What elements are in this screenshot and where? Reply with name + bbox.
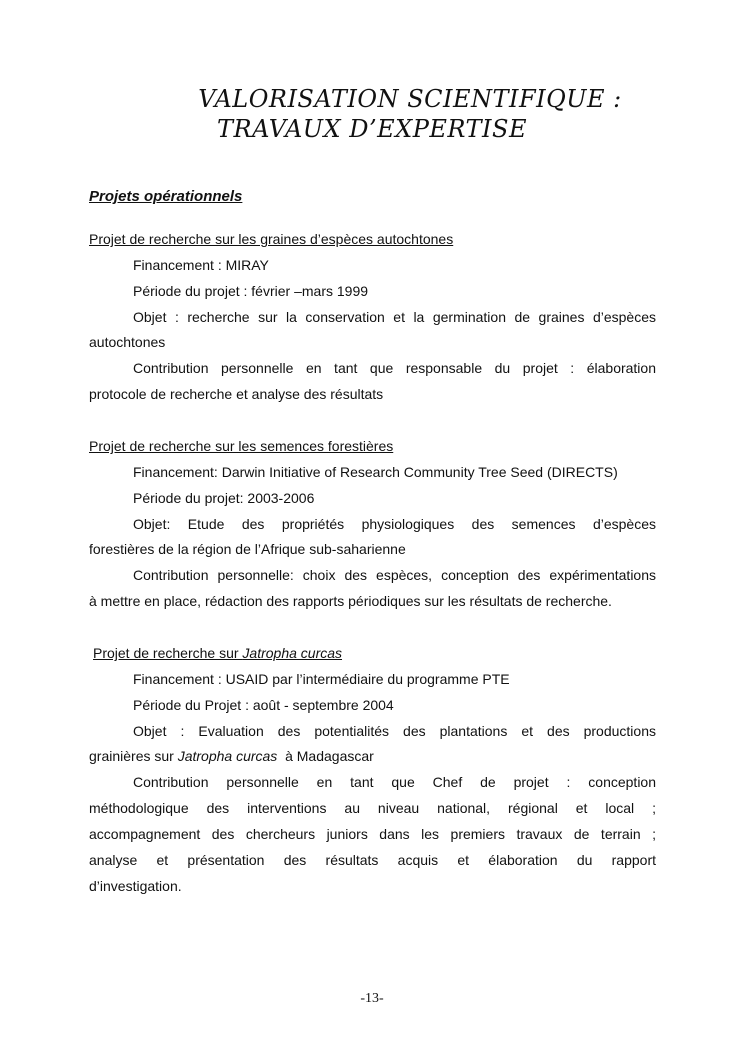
project-3-objet-prefix: grainières sur [89, 748, 178, 764]
project-3-contribution-line-2: méthodologique des interventions au niveau national, régional et local ; [89, 800, 656, 816]
project-2-contribution-line-2: à mettre en place, rédaction des rapports périodiques sur les résultats de recherche. [89, 593, 612, 609]
section-heading: Projets opérationnels [89, 188, 243, 205]
project-2-periode: Période du projet: 2003-2006 [133, 490, 315, 506]
project-2-objet-line-1: Objet: Etude des propriétés physiologiques des semences d’espèces [133, 516, 656, 532]
project-2-financement: Financement: Darwin Initiative of Research Community Tree Seed (DIRECTS) [133, 464, 618, 480]
project-3-heading [93, 644, 660, 662]
page-number: -13- [360, 991, 384, 1006]
project-2-contribution-line-1: Contribution personnelle: choix des espèces, conception des expérimentations [133, 567, 656, 583]
project-1-objet-line-1: Objet : recherche sur la conservation et la germination de graines d’espèces [133, 309, 656, 325]
project-3-objet-line-1: Objet : Evaluation des potentialités des plantations et des productions [133, 723, 656, 739]
project-3-objet-species: Jatropha curcas [177, 748, 278, 764]
project-1-financement: Financement : MIRAY [133, 257, 269, 273]
project-1-objet-line-2: autochtones [89, 334, 166, 350]
project-3-heading-species: Jatropha curcas [242, 645, 343, 661]
project-3-contribution-line-3: accompagnement des chercheurs juniors dans les premiers travaux de terrain ; [89, 826, 656, 842]
project-3-objet-suffix: à Madagascar [277, 748, 374, 764]
project-1-contribution-line-2: protocole de recherche et analyse des résultats [89, 386, 384, 402]
page-title-line-2: TRAVAUX D’EXPERTISE [217, 115, 527, 143]
project-1-periode: Période du projet : février –mars 1999 [133, 283, 369, 299]
project-3-contribution-line-5: d’investigation. [89, 878, 182, 894]
project-3-objet-line-2 [89, 747, 656, 765]
project-2-objet-line-2: forestières de la région de l’Afrique sub-saharienne [89, 541, 406, 557]
project-2-heading: Projet de recherche sur les semences forestières [89, 438, 394, 454]
project-3-contribution-line-1: Contribution personnelle en tant que Chef de projet : conception [133, 774, 656, 790]
project-3-periode: Période du Projet : août - septembre 2004 [133, 697, 394, 713]
project-3-financement: Financement : USAID par l’intermédiaire du programme PTE [133, 671, 510, 687]
page-title-line-1: VALORISATION SCIENTIFIQUE : [198, 85, 622, 113]
project-1-heading: Projet de recherche sur les graines d’espèces autochtones [89, 231, 454, 247]
project-3-contribution-line-4: analyse et présentation des résultats acquis et élaboration du rapport [89, 852, 656, 868]
project-1-contribution-line-1: Contribution personnelle en tant que responsable du projet : élaboration [133, 360, 656, 376]
project-3-heading-prefix: Projet de recherche sur [93, 645, 243, 661]
